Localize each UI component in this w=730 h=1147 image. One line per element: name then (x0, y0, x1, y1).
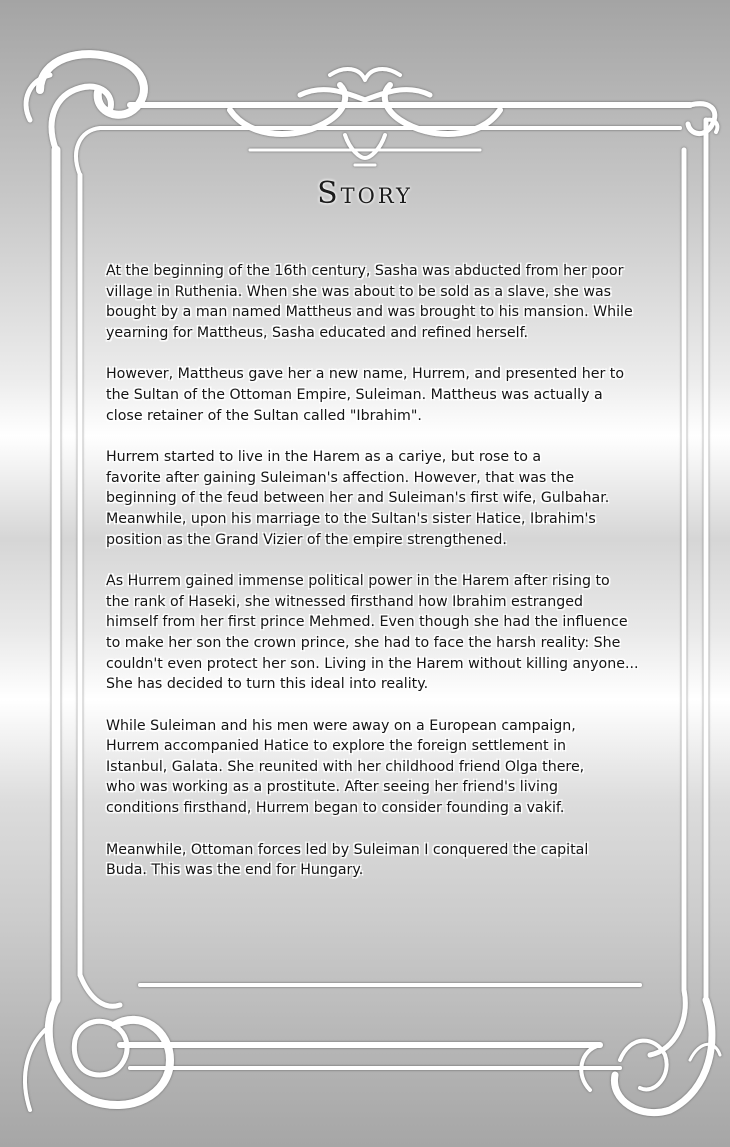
text-line: the rank of Haseki, she witnessed firsthand how Ibrahim estranged (106, 593, 583, 610)
text-line: However, Mattheus gave her a new name, Hurrem, and presented her to (106, 366, 625, 383)
text-line: Hurrem started to live in the Harem as a cariye, but rose to a (106, 449, 542, 466)
text-line: At the beginning of the 16th century, Sasha was abducted from her poor (106, 263, 624, 279)
text-line: favorite after gaining Suleiman's affection. However, that was the (106, 469, 575, 486)
corner-ornament-top-right (688, 104, 717, 134)
story-paragraph-4 (106, 571, 638, 695)
text-line: Hurrem accompanied Hatice to explore the foreign settlement in (106, 738, 567, 755)
frame-left-border (56, 150, 80, 1000)
text-line: While Suleiman and his men were away on a European campaign, (106, 717, 576, 734)
text-line: village in Ruthenia. When she was about to be sold as a slave, she was (106, 283, 612, 300)
text-line: Meanwhile, Ottoman forces led by Suleiman I conquered the capital (106, 841, 589, 858)
text-line: bought by a man named Mattheus and was brought to his mansion. While (106, 304, 633, 321)
text-line: beginning of the feud between her and Suleiman's first wife, Gulbahar. (106, 490, 610, 507)
frame-bottom-border (120, 985, 640, 1068)
page-title: Story (317, 176, 413, 211)
text-line: position as the Grand Vizier of the empire strengthened. (106, 531, 507, 548)
story-paragraph-1 (106, 261, 638, 343)
story-paragraph-6 (106, 840, 638, 881)
story-paragraph-5 (106, 716, 638, 819)
corner-ornament-bottom-right (581, 990, 720, 1113)
text-line: himself from her first prince Mehmed. Even though she had the influence (106, 614, 628, 631)
text-line: to make her son the crown prince, she had to face the harsh reality: She (106, 634, 621, 651)
text-line: yearning for Mattheus, Sasha educated and refined herself. (106, 324, 529, 341)
corner-ornament-top-left (26, 54, 150, 175)
text-line: close retainer of the Sultan called "Ibrahim". (106, 407, 422, 424)
text-line: who was working as a prostitute. After seeing her friend's living (106, 779, 558, 796)
text-line: Istanbul, Galata. She reunited with her childhood friend Olga there, (106, 758, 585, 775)
text-line: conditions firsthand, Hurrem began to consider founding a vakif. (106, 800, 565, 817)
text-line: Buda. This was the end for Hungary. (106, 862, 364, 879)
text-line: She has decided to turn this ideal into reality. (106, 676, 429, 693)
text-line: Meanwhile, upon his marriage to the Sultan's sister Hatice, Ibrahim's (106, 510, 596, 527)
story-paragraph-3 (106, 447, 638, 550)
text-line: couldn't even protect her son. Living in the Harem without killing anyone... (106, 655, 639, 672)
text-line: As Hurrem gained immense political power in the Harem after rising to (106, 573, 610, 590)
story-paragraph-2 (106, 364, 638, 426)
text-line: the Sultan of the Ottoman Empire, Suleiman. Mattheus was actually a (106, 386, 603, 403)
frame-right-border (684, 120, 706, 1000)
story-text (106, 261, 638, 902)
